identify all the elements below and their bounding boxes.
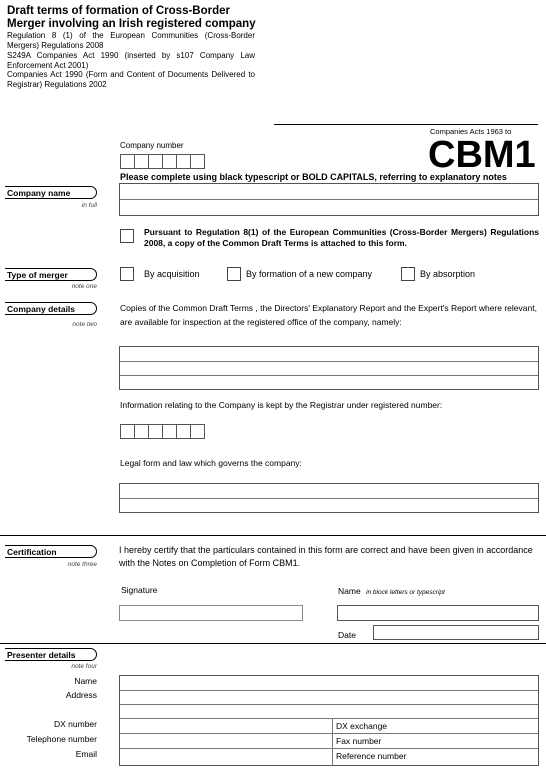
- name-label: [338, 586, 445, 596]
- registered-number-digit[interactable]: [134, 424, 149, 439]
- presenter-name-field[interactable]: [120, 676, 538, 690]
- form-code: CBM1: [428, 134, 536, 176]
- regulation-ref-2: S249A Companies Act 1990 (inserted by s107 Company Law Enforcement Act 2001): [7, 51, 255, 70]
- name-label-text: Name: [338, 586, 361, 596]
- registrar-text: Information relating to the Company is kept by the Registrar under registered number:: [120, 400, 443, 410]
- name-field[interactable]: [337, 605, 539, 621]
- by-acquisition-checkbox[interactable]: [120, 267, 134, 281]
- presenter-reference-field[interactable]: Reference number: [336, 751, 407, 761]
- company-details-tab: Company details: [5, 302, 97, 315]
- company-number-label: Company number: [120, 141, 184, 150]
- pursuant-statement: Pursuant to Regulation 8(1) of the European Communities (Cross-Border Mergers) Regulations 2008, a copy of the Common Draft Terms is attached to this form.: [144, 227, 539, 248]
- regulation-ref-1: Regulation 8 (1) of the European Communities (Cross-Border Mergers) Regulations 2008: [7, 31, 255, 50]
- presenter-address-label: Address: [65, 690, 97, 700]
- by-formation-label: By formation of a new company: [246, 269, 373, 279]
- company-details-note: note two: [72, 321, 97, 328]
- by-absorption-label: By absorption: [420, 269, 476, 279]
- registered-number-digit[interactable]: [190, 424, 205, 439]
- company-number-digit[interactable]: [176, 154, 191, 169]
- signature-field[interactable]: [119, 605, 303, 621]
- field-divider: [120, 361, 538, 362]
- company-number-digit[interactable]: [162, 154, 177, 169]
- company-number-digit[interactable]: [134, 154, 149, 169]
- type-of-merger-tab: Type of merger: [5, 268, 97, 281]
- by-acquisition-label: By acquisition: [144, 269, 200, 279]
- presenter-details-grid: [119, 675, 539, 766]
- presenter-dx-number-field[interactable]: [120, 718, 332, 733]
- type-of-merger-note: note one: [71, 283, 97, 290]
- presenter-dx-exchange-field[interactable]: DX exchange: [336, 721, 388, 731]
- presenter-address-field[interactable]: [120, 690, 538, 718]
- presenter-name-label: Name: [74, 676, 97, 686]
- registered-number-digit[interactable]: [162, 424, 177, 439]
- companies-acts-label: Companies Acts 1963 to: [430, 127, 512, 136]
- certification-tab: Certification: [5, 545, 97, 558]
- column-divider: [332, 718, 333, 766]
- certification-text: I hereby certify that the particulars contained in this form are correct and have been given in accordance with the Notes on Completion of Form CBM1.: [119, 545, 533, 568]
- registered-number-digit[interactable]: [120, 424, 135, 439]
- presenter-details-note: note four: [71, 663, 97, 670]
- company-number-digit[interactable]: [190, 154, 205, 169]
- field-divider: [120, 375, 538, 376]
- company-number-digit[interactable]: [148, 154, 163, 169]
- presenter-email-field[interactable]: [120, 748, 332, 765]
- field-divider: [120, 498, 538, 499]
- presenter-dx-number-label: DX number: [54, 719, 97, 729]
- section-divider: [0, 535, 546, 536]
- copies-available-text: Copies of the Common Draft Terms , the Directors' Explanatory Report and the Expert's Report where relevant, are available for inspection at the registered office of the company, namely:: [120, 303, 537, 327]
- legal-form-field[interactable]: [119, 483, 539, 513]
- by-formation-checkbox[interactable]: [227, 267, 241, 281]
- section-divider: [0, 643, 546, 644]
- company-name-note: in full: [81, 202, 97, 209]
- registered-office-field[interactable]: [119, 346, 539, 390]
- signature-label: Signature: [121, 585, 158, 595]
- draft-terms-attached-checkbox[interactable]: [120, 229, 134, 243]
- presenter-telephone-field[interactable]: [120, 733, 332, 748]
- instruction-text: Please complete using black typescript or BOLD CAPITALS, referring to explanatory notes: [120, 172, 507, 182]
- certification-note: note three: [67, 561, 97, 568]
- date-field[interactable]: [373, 625, 539, 640]
- field-divider: [120, 199, 538, 200]
- date-label: Date: [338, 630, 356, 640]
- presenter-email-label: Email: [75, 749, 97, 759]
- header-rule: [274, 124, 538, 125]
- presenter-details-tab: Presenter details: [5, 648, 97, 661]
- registered-number-digit[interactable]: [148, 424, 163, 439]
- legal-form-text: Legal form and law which governs the company:: [120, 458, 302, 468]
- by-absorption-checkbox[interactable]: [401, 267, 415, 281]
- company-name-field[interactable]: [119, 183, 539, 216]
- company-number-digit[interactable]: [120, 154, 135, 169]
- regulation-ref-3: Companies Act 1990 (Form and Content of Documents Delivered to Registrar) Regulations 2002: [7, 70, 255, 89]
- company-name-tab: Company name: [5, 186, 97, 199]
- form-title: Draft terms of formation of Cross-Border Merger involving an Irish registered company: [7, 5, 256, 30]
- presenter-fax-field[interactable]: Fax number: [336, 736, 382, 746]
- presenter-telephone-label: Telephone number: [26, 734, 97, 744]
- registered-number-digit[interactable]: [176, 424, 191, 439]
- name-hint: in block letters or typescript: [366, 589, 445, 596]
